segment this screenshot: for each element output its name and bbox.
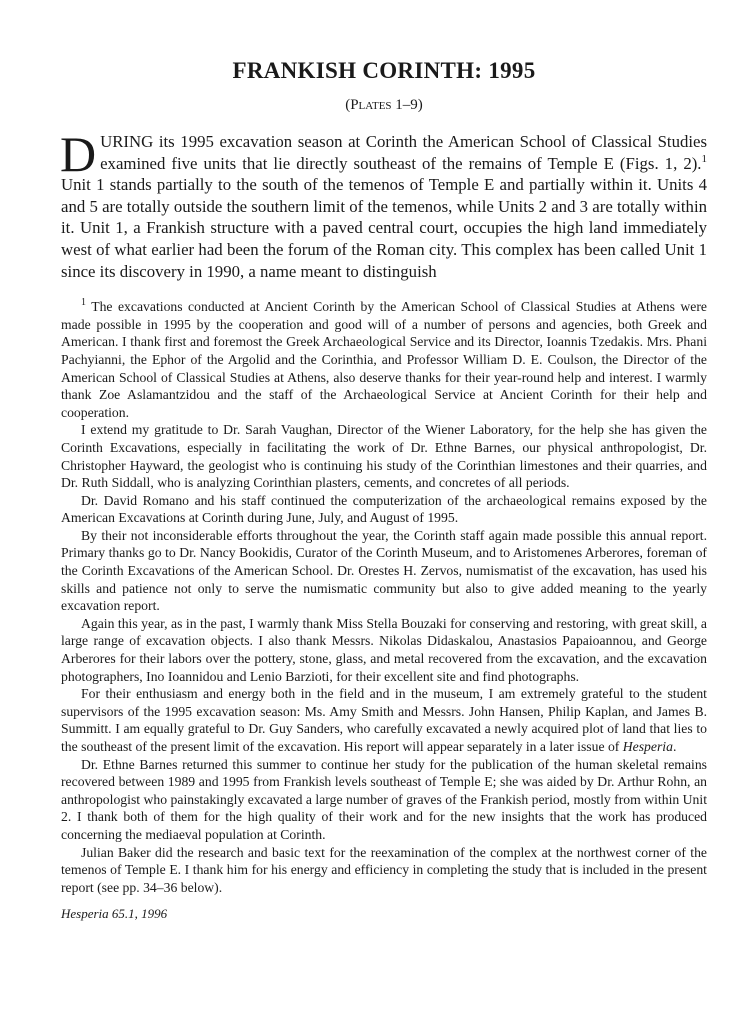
footnote-paragraph: By their not inconsiderable efforts throughout the year, the Corinth staff again made possible this annual report. Primary thanks go to Dr. Nancy Bookidis, Curator of the Corinth Museum, and to Aristomenes Arberores, foreman of the Corinth Excavations of the American School. Dr. Orestes H. Zervos, numismatist of the excavation, has used his skills and patience not only to serve the numismatic community but also to give added meaning to the yearly excavation report. xyxy=(61,527,707,614)
footnote-paragraph: Dr. Ethne Barnes returned this summer to continue her study for the publication of the human skeletal remains recovered between 1989 and 1995 from Frankish levels southeast of Temple E; she was aided by Dr. Arthur Rohn, an anthropologist who painstakingly excavated a large number of graves of the Frankish period, mostly from within Unit 2. I thank both of them for the high quality of their work and for the new insights that the work has produced concerning the mediaeval population at Corinth. xyxy=(61,756,707,842)
footnote-text: The excavations conducted at Ancient Corinth by the American School of Classical Studies at Athens were made possible in 1995 by the cooperation and good will of a number of persons and agencies, both Greek and American. I thank first and foremost the Greek Archaeological Service and its Director, Ioannis Tzedakis. Mrs. Phani Pachyianni, the Ephor of the Argolid and the Corinthia, and Professor William D. E. Coulson, the Director of the American School of Classical Studies at Athens, also deserve thanks for their year-round help and interest. I warmly thank Zoe Aslamantzidou and the staff of the Archaeological Service at Ancient Corinth for their help and cooperation. xyxy=(61,299,707,420)
page-body xyxy=(61,52,707,896)
footnote-paragraph: I extend my gratitude to Dr. Sarah Vaughan, Director of the Wiener Laboratory, for the help she has given the Corinth Excavations, especially in facilitating the work of Dr. Ethne Barnes, our physical anthropologist, Dr. Christopher Hayward, the geologist who is continuing his study of the Corinthian limestones and their quarries, and Dr. Ruth Siddall, who is analyzing Corinthian plasters, cements, and concretes of all periods. xyxy=(61,422,707,491)
footnote-paragraph: Again this year, as in the past, I warmly thank Miss Stella Bouzaki for conserving and restoring, with great skill, a large range of excavation objects. I also thank Messrs. Nikolas Didaskalou, Anastasios Papaioannou, and George Arberores for their labors over the pottery, stone, glass, and metal recovered from the excavation, and the excavation photographers, Ino Ioannidou and Lenio Barzioti, for their excellent site and find photographs. xyxy=(61,615,707,684)
drop-cap: D xyxy=(60,126,97,182)
footnote-text: For their enthusiasm and energy both in the field and in the museum, I am extremely grateful to the student supervisors of the 1995 excavation season: Ms. Amy Smith and Messrs. John Hansen, Philip Kaplan, and James B. Summitt. I am equally grateful to Dr. Guy Sanders, who carefully excavated a newly acquired plot of land that lies to the southeast of the present limit of the excavation. His report will appear separately in a later issue of xyxy=(61,686,707,754)
journal-citation: Hesperia 65.1, 1996 xyxy=(61,906,168,921)
footnote-paragraph xyxy=(61,685,707,755)
intro-paragraph xyxy=(60,126,707,282)
footnote-paragraph xyxy=(61,298,707,421)
footnote-number: 1 xyxy=(81,297,86,309)
plates-label: (Plates 1–9) xyxy=(345,97,423,113)
plates-reference xyxy=(61,94,707,116)
footnote-paragraph: Dr. David Romano and his staff continued the computerization of the archaeological remains exposed by the American Excavations at Corinth during June, July, and August of 1995. xyxy=(61,492,707,526)
intro-text-part2: Unit 1 stands partially to the south of the temenos of Temple E and partially within it. Units 4 and 5 are totally outside the southern limit of the temenos, while Units 2 and 3 are totally within it. Unit 1, a Frankish structure with a paved central court, occupies the high land immediately west of what earlier had been the forum of the Roman city. This complex has been called Unit 1 since its discovery in 1990, a name meant to distinguish xyxy=(61,175,707,281)
footnote-reference[interactable]: 1 xyxy=(701,152,707,165)
footnote-block xyxy=(61,298,707,896)
sentence-end: . xyxy=(672,739,677,754)
article-title: FRANKISH CORINTH: 1995 xyxy=(232,58,536,83)
intro-text-part1: URING its 1995 excavation season at Corinth the American School of Classical Studies examined five units that lie directly southeast of the remains of Temple E (Figs. 1, 2). xyxy=(100,132,707,173)
footnote-paragraph: Julian Baker did the research and basic text for the reexamination of the complex at the northwest corner of the temenos of Temple E. I thank him for his energy and efficiency in completing the study that is included in the present report (see pp. 34–36 below). xyxy=(61,844,707,895)
journal-name: Hesperia xyxy=(622,739,673,754)
